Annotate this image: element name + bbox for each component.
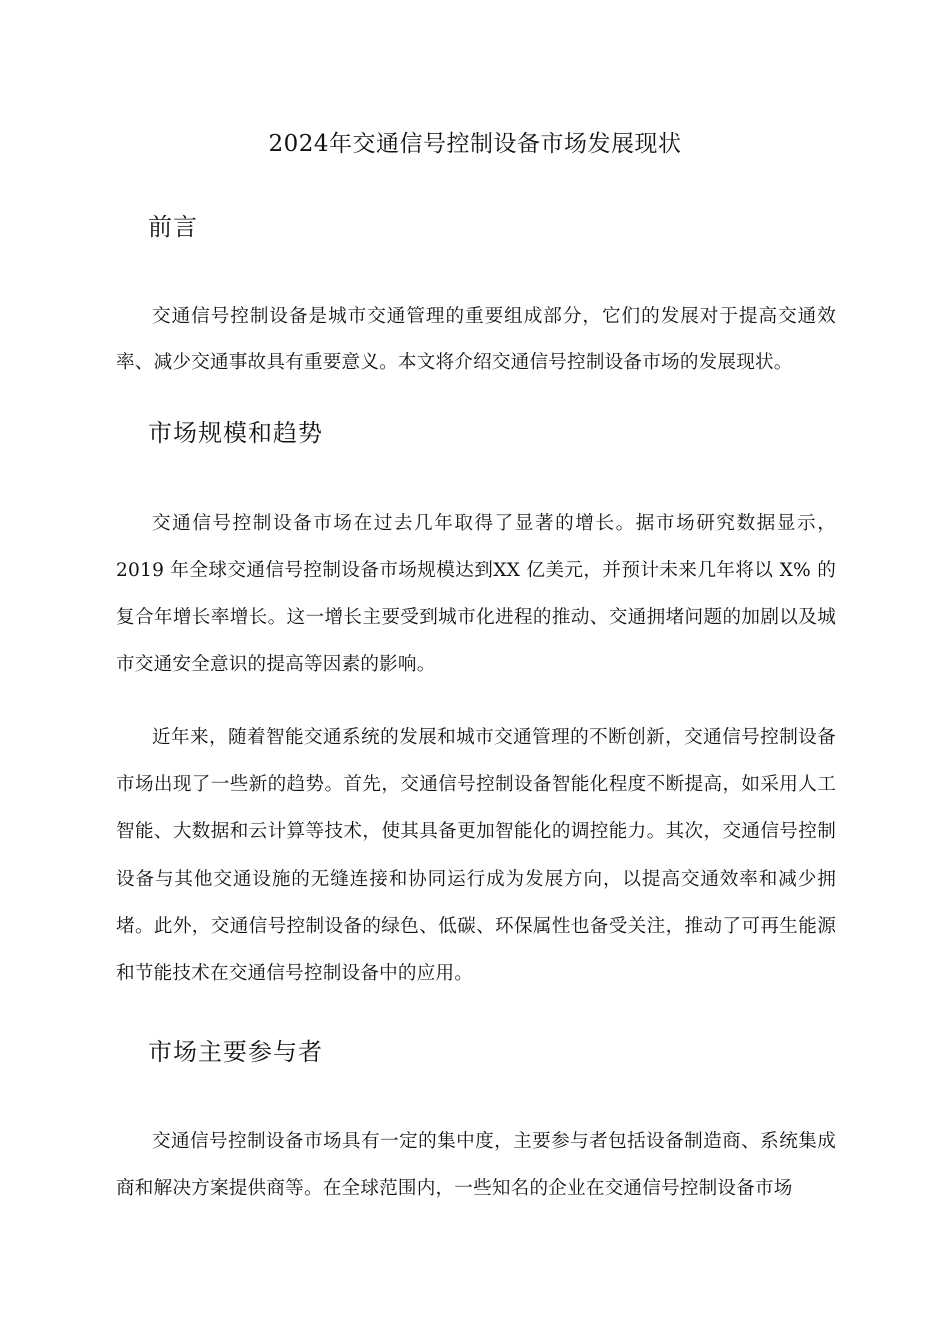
market-size-paragraph-2: 近年来，随着智能交通系统的发展和城市交通管理的不断创新，交通信号控制设备市场出现了一些新的趋势。首先，交通信号控制设备智能化程度不断提高，如采用人工智能、大数据和云计算等技术，使其具备更加智能化的调控能力。其次，交通信号控制设备与其他交通设施的无缝连接和协同运行成为发展方向，以提高交通效率和减少拥堵。此外，交通信号控制设备的绿色、低碳、环保属性也备受关注，推动了可再生能源和节能技术在交通信号控制设备中的应用。 (116, 727, 836, 985)
participants-paragraph: 交通信号控制设备市场具有一定的集中度，主要参与者包括设备制造商、系统集成商和解决方案提供商等。在全球范围内，一些知名的企业在交通信号控制设备市场 (116, 1131, 836, 1199)
document-title: 2024年交通信号控制设备市场发展现状 (268, 131, 682, 157)
section-heading-participants: 市场主要参与者 (148, 1038, 323, 1066)
section-heading-market-size: 市场规模和趋势 (148, 419, 323, 447)
section-heading-preface: 前言 (148, 213, 198, 241)
preface-paragraph: 交通信号控制设备是城市交通管理的重要组成部分，它们的发展对于提高交通效率、减少交通事故具有重要意义。本文将介绍交通信号控制设备市场的发展现状。 (116, 306, 836, 373)
market-size-paragraph-1: 交通信号控制设备市场在过去几年取得了显著的增长。据市场研究数据显示，2019 年全球交通信号控制设备市场规模达到XX 亿美元，并预计未来几年将以 X% 的复合年增长率增长。这一增长主要受到城市化进程的推动、交通拥堵问题的加剧以及城市交通安全意识的提高等因素的影响。 (116, 513, 836, 675)
